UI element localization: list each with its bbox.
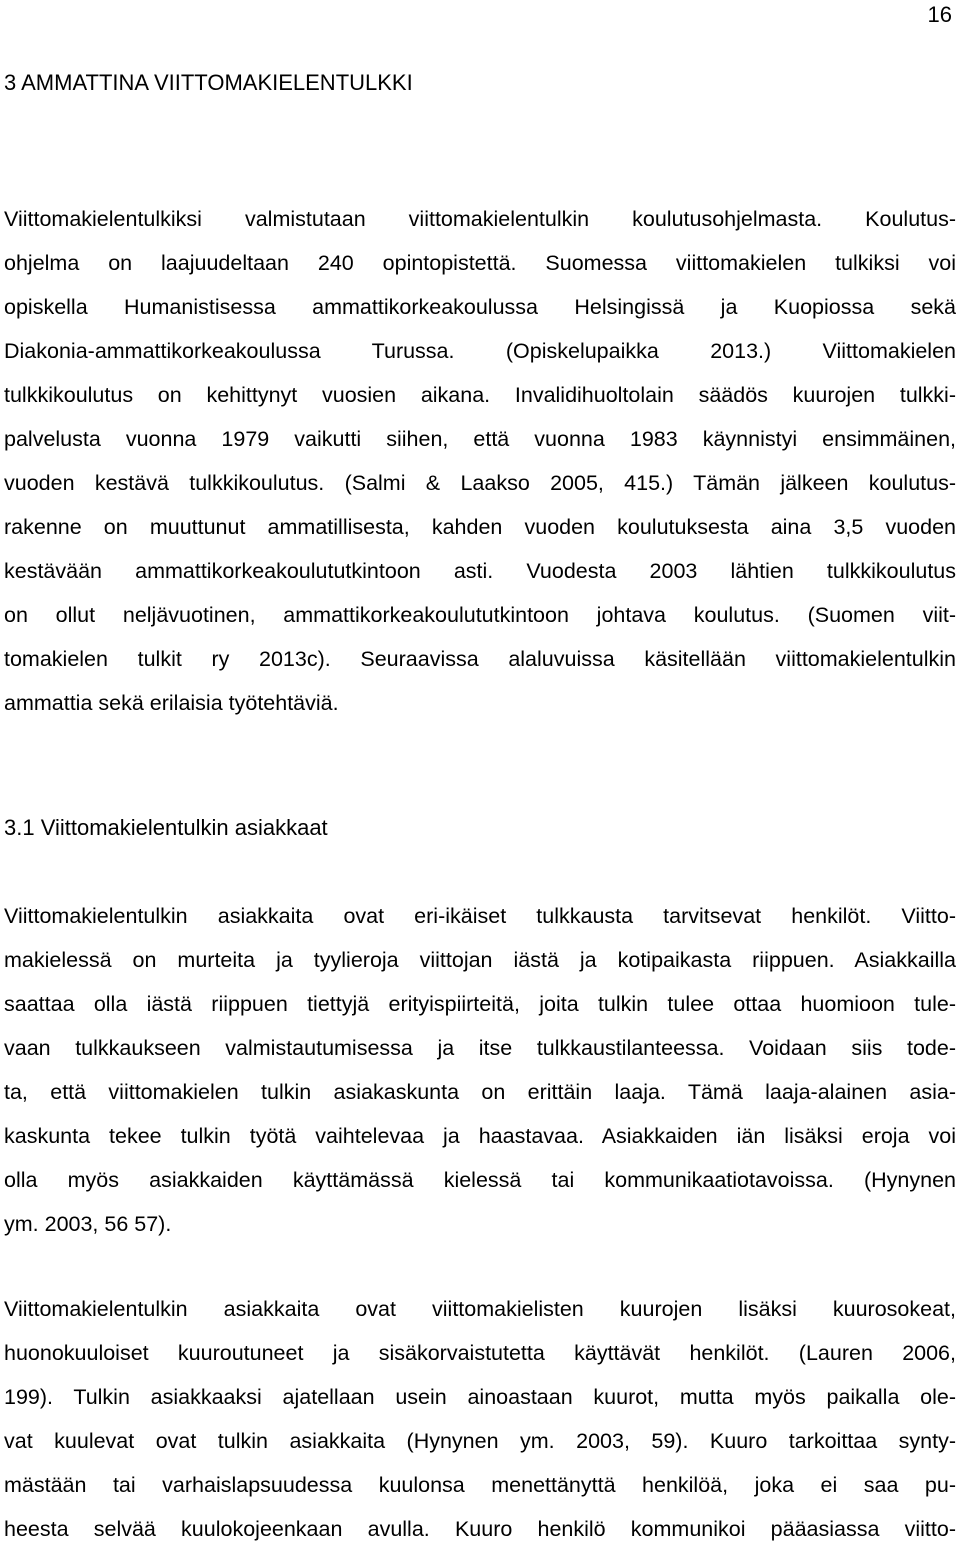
- text-line: Diakonia-ammattikorkeakoulussa Turussa. (Opiskelupaikka 2013.) Viittomakielen: [4, 339, 956, 363]
- text-line: vat kuulevat ovat tulkin asiakkaita (Hynynen ym. 2003, 59). Kuuro tarkoittaa synty-: [4, 1429, 956, 1453]
- text-line: ohjelma on laajuudeltaan 240 opintopistettä. Suomessa viittomakielen tulkiksi voi: [4, 251, 956, 275]
- paragraph-2: [4, 894, 956, 1246]
- text-line: ta, että viittomakielen tulkin asiakaskunta on erittäin laaja. Tämä laaja-alainen asia-: [4, 1080, 956, 1104]
- text-line: makielessä on murteita ja tyylieroja viittojan iästä ja kotipaikasta riippuen. Asiakkailla: [4, 948, 956, 972]
- text-line: Viittomakielentulkin asiakkaita ovat viittomakielisten kuurojen lisäksi kuurosokeat,: [4, 1297, 956, 1321]
- text-line: kaskunta tekee tulkin työtä vaihtelevaa ja haastavaa. Asiakkaiden iän lisäksi eroja voi: [4, 1124, 956, 1148]
- page-number: 16: [927, 2, 952, 27]
- text-line: Viittomakielentulkin asiakkaita ovat eri-ikäiset tulkkausta tarvitsevat henkilöt. Viitto-: [4, 904, 956, 928]
- text-line: 199). Tulkin asiakkaaksi ajatellaan usein ainoastaan kuurot, mutta myös paikalla ole-: [4, 1385, 956, 1409]
- text-line: palvelusta vuonna 1979 vaikutti siihen, että vuonna 1983 käynnistyi ensimmäinen,: [4, 427, 956, 451]
- paragraph-3: [4, 1287, 956, 1551]
- text-line: saattaa olla iästä riippuen tiettyjä erityispiirteitä, joita tulkin tulee ottaa huomioon tule-: [4, 992, 956, 1016]
- text-line: olla myös asiakkaiden käyttämässä kielessä tai kommunikaatiotavoissa. (Hynynen: [4, 1168, 956, 1192]
- text-line: heesta selvää kuulokojeenkaan avulla. Kuuro henkilö kommunikoi pääasiassa viitto-: [4, 1517, 956, 1541]
- text-line: ammattia sekä erilaisia työtehtäviä.: [4, 691, 339, 715]
- text-line: tomakielen tulkit ry 2013c). Seuraavissa alaluvuissa käsitellään viittomakielentulkin: [4, 647, 956, 671]
- text-line: on ollut neljävuotinen, ammattikorkeakoulututkintoon johtava koulutus. (Suomen viit-: [4, 603, 956, 627]
- section-heading: 3.1 Viittomakielentulkin asiakkaat: [4, 815, 328, 840]
- text-line: ym. 2003, 56 57).: [4, 1212, 172, 1236]
- text-line: rakenne on muuttunut ammatillisesta, kahden vuoden koulutuksesta aina 3,5 vuoden: [4, 515, 956, 539]
- text-line: vaan tulkkaukseen valmistautumisessa ja itse tulkkaustilanteessa. Voidaan siis tode-: [4, 1036, 956, 1060]
- paragraph-1: [4, 197, 956, 725]
- text-line: vuoden kestävä tulkkikoulutus. (Salmi & Laakso 2005, 415.) Tämän jälkeen koulutus-: [4, 471, 956, 495]
- text-line: Viittomakielentulkiksi valmistutaan viittomakielentulkin koulutusohjelmasta. Koulutus-: [4, 207, 956, 231]
- text-line: kestävään ammattikorkeakoulututkintoon asti. Vuodesta 2003 lähtien tulkkikoulutus: [4, 559, 956, 583]
- chapter-heading: 3 AMMATTINA VIITTOMAKIELENTULKKI: [4, 70, 413, 95]
- text-line: mästään tai varhaislapsuudessa kuulonsa menettänyttä henkilöä, joka ei saa pu-: [4, 1473, 956, 1497]
- text-line: tulkkikoulutus on kehittynyt vuosien aikana. Invalidihuoltolain säädös kuurojen tulkki-: [4, 383, 956, 407]
- text-line: huonokuuloiset kuuroutuneet ja sisäkorvaistutetta käyttävät henkilöt. (Lauren 2006,: [4, 1341, 956, 1365]
- text-line: opiskella Humanistisessa ammattikorkeakoulussa Helsingissä ja Kuopiossa sekä: [4, 295, 956, 319]
